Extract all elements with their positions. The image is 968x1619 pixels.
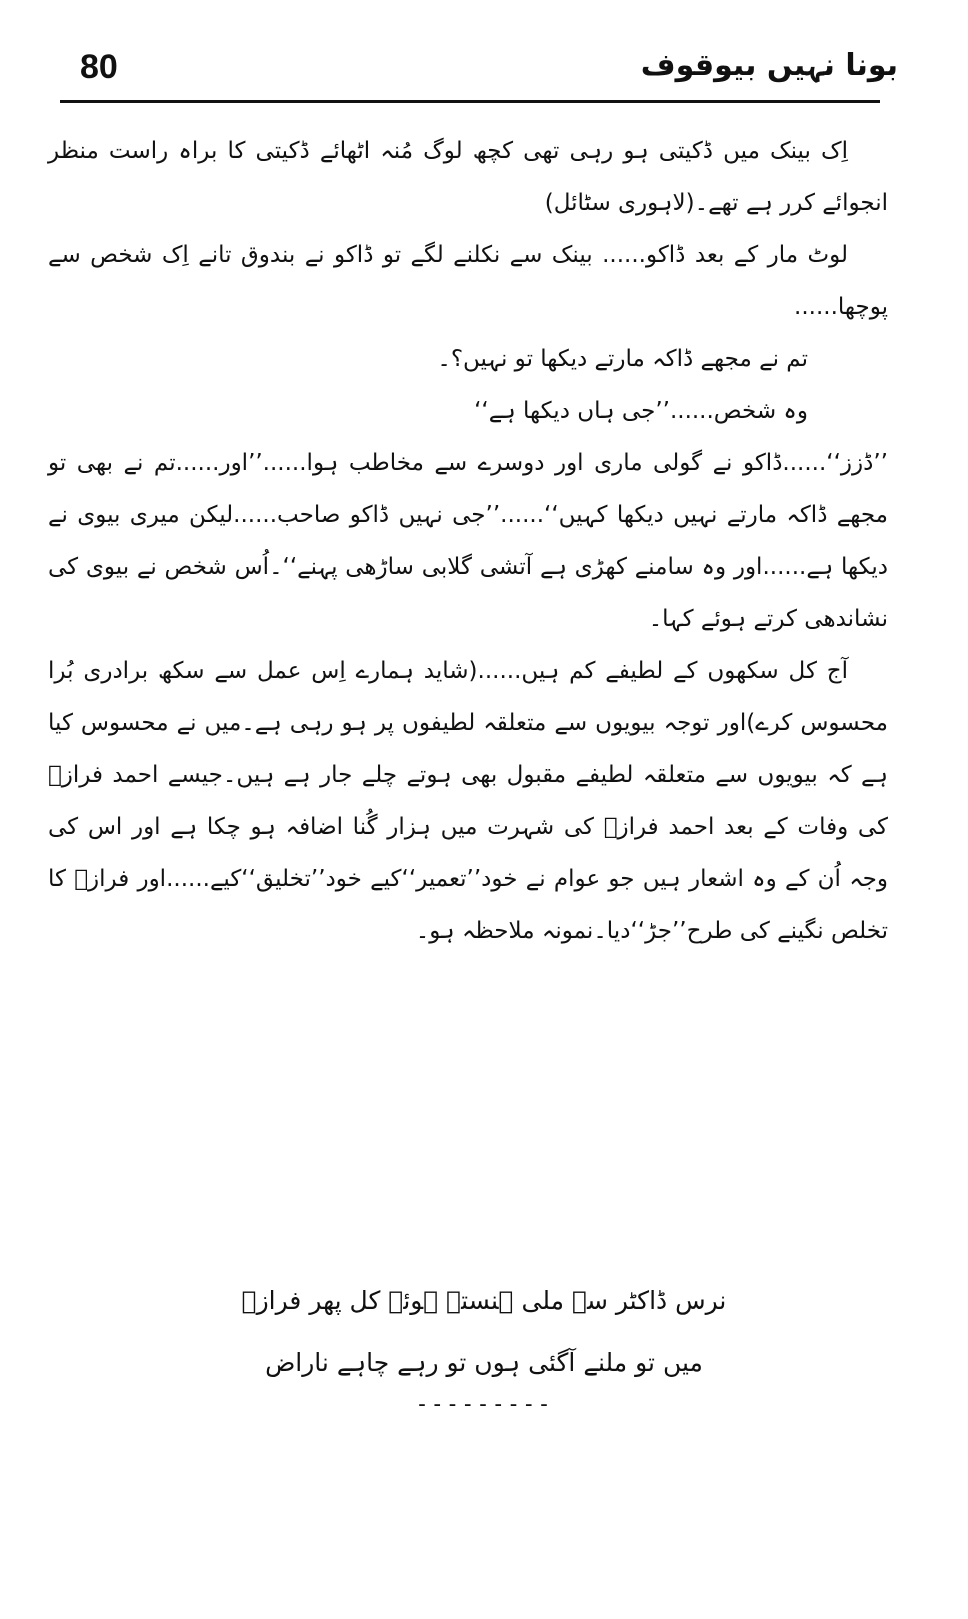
paragraph-gunshot: ’’ڈزز‘‘......ڈاکو نے گولی ماری اور دوسرے سے مخاطب ہوا......’’اور......تم نے بھی تو مجھے ڈاکہ مارتے نہیں دیکھا کہیں‘‘......’’جی نہیں ڈاکو صاحب......لیکن میری بیوی نے دیکھا ہے......اور وہ سامنے کھڑی ہے آتشی گلابی ساڑھی پہنے‘‘۔اُس شخص نے بیوی کی نشاندھی کرتے ہوئے کہا۔ [48,450,888,632]
header-rule [60,100,880,103]
poem-couplet [0,1270,968,1394]
dialog-answer: وہ شخص......’’جی ہاں دیکھا ہے‘‘ [474,398,808,424]
dialog-question: تم نے مجھے ڈاکہ مارتے دیکھا تو نہیں؟۔ [437,346,808,372]
page-number: 80 [80,48,118,86]
running-title: بونا نہیں بیوقوف [640,48,898,83]
page-body [48,125,888,957]
paragraph-after-robbery: لوٹ مار کے بعد ڈاکو...... بینک سے نکلنے لگے تو ڈاکو نے بندوق تانے اِک شخص سے پوچھا...... [48,242,888,320]
page-header [60,40,908,100]
section-divider: --------- [415,1392,553,1417]
paragraph-faraz-jokes: آج کل سکھوں کے لطیفے کم ہیں......(شاید ہمارے اِس عمل سے سکھ برادری بُرا محسوس کرے)اور توجہ بیویوں سے متعلقہ لطیفوں پر ہو رہی ہے۔میں نے محسوس کیا ہے کہ بیویوں سے متعلقہ لطیفے مقبول بھی ہوتے چلے جار ہے ہیں۔جیسے احمد فرازؔ کی وفات کے بعد احمد فرازؔ کی شہرت میں ہزار گُنا اضافہ ہو چکا ہے اور اس کی وجہ اُن کے وہ اشعار ہیں جو عوام نے خود’’تعمیر‘‘کیے خود’’تخلیق‘‘کیے......اور فرازؔ کا تخلص نگینے کی طرح’’جڑ‘‘دیا۔نمونہ ملاحظہ ہو۔ [48,658,888,944]
poem-line-1: نرس ڈاکٹر سے ملی ہنستے ہوئے کل پھر فرازؔ [241,1286,727,1315]
paragraph-bank-robbery: اِک بینک میں ڈکیتی ہو رہی تھی کچھ لوگ مُنہ اٹھائے ڈکیتی کا براہ راست منظر انجوائے کرر ہے تھے۔(لاہوری سٹائل) [48,138,888,216]
poem-line-2: میں تو ملنے آگئی ہوں تو رہے چاہے ناراض [265,1348,703,1377]
